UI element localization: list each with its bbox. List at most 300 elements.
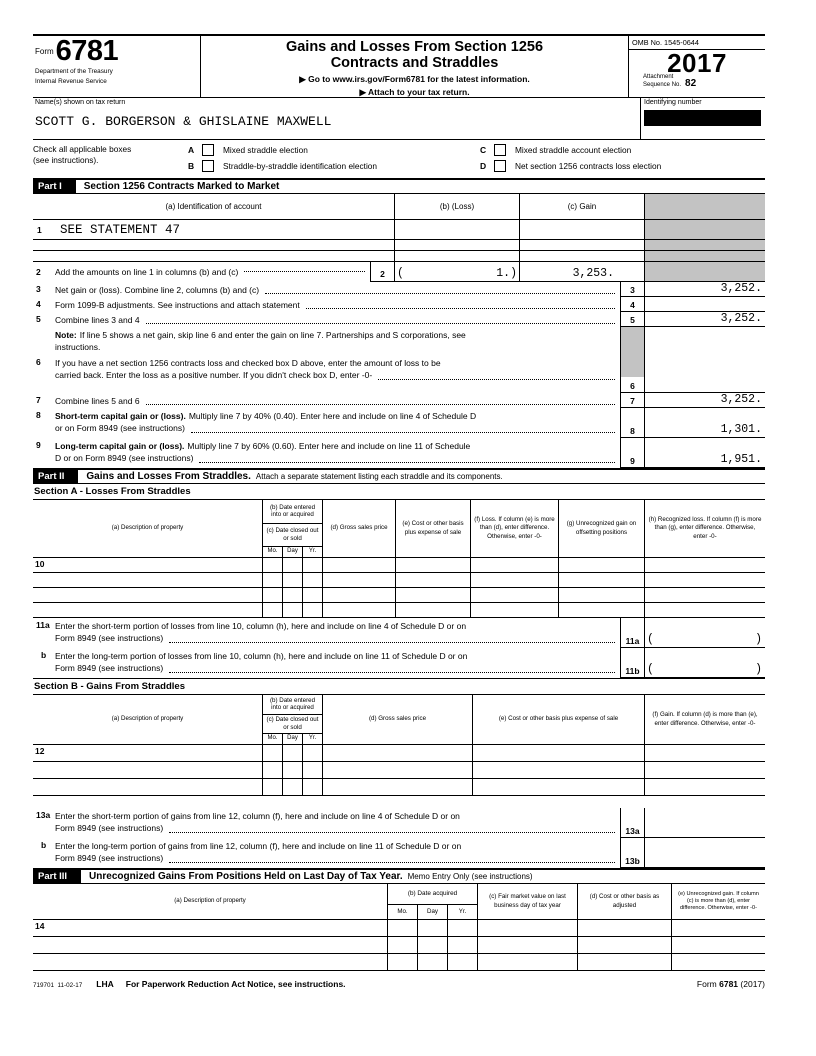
line-9-text-2: D or on Form 8949 (see instructions) bbox=[55, 453, 194, 464]
attach-instruction: ▶ Attach to your tax return. bbox=[359, 87, 470, 97]
line-number: 2 bbox=[36, 267, 41, 277]
dotted-leader bbox=[244, 271, 365, 272]
line-2-loss-amount[interactable] bbox=[395, 262, 520, 282]
paperwork-notice: For Paperwork Reduction Act Notice, see instructions. bbox=[125, 979, 346, 989]
paren-open: ( bbox=[647, 663, 654, 676]
line-number: b bbox=[41, 650, 47, 660]
print-code: 719701 11-02-17 bbox=[33, 982, 83, 989]
line-4-amount[interactable] bbox=[645, 297, 765, 312]
election-column-left bbox=[188, 144, 480, 175]
election-row-a bbox=[188, 144, 480, 156]
dotted-leader bbox=[169, 642, 615, 643]
col-a-header: (a) Description of property bbox=[33, 695, 263, 744]
identifying-number-label: Identifying number bbox=[644, 99, 702, 106]
table-row bbox=[33, 603, 765, 618]
line-6-box: 6 bbox=[620, 355, 645, 393]
col-e-header: (e) Unrecognized gain. If column (c) is more than (d), enter difference. Otherwise, enter -0- bbox=[678, 890, 759, 912]
entry-cell[interactable] bbox=[672, 920, 765, 936]
entry-cell[interactable] bbox=[323, 573, 396, 587]
line-number: 3 bbox=[36, 284, 41, 294]
entry-cell[interactable] bbox=[33, 251, 395, 261]
part1-line-5 bbox=[33, 312, 765, 327]
table-row bbox=[33, 573, 765, 588]
footer-form-id bbox=[697, 979, 765, 989]
dotted-leader bbox=[378, 379, 615, 380]
part1-line-7 bbox=[33, 393, 765, 408]
entry-cell[interactable] bbox=[323, 762, 473, 778]
date-entry-cell[interactable] bbox=[263, 779, 323, 795]
col-b-header: (b) Date entered into or acquired bbox=[263, 500, 322, 524]
line-13a-box: 13a bbox=[620, 808, 645, 838]
date-entry-cell[interactable] bbox=[263, 603, 323, 617]
line-number: 7 bbox=[36, 395, 41, 405]
line-11b-box: 11b bbox=[620, 648, 645, 678]
entry-cell[interactable] bbox=[645, 745, 765, 761]
note-line-1 bbox=[55, 329, 620, 341]
entry-cell[interactable] bbox=[672, 954, 765, 970]
entry-cell[interactable] bbox=[559, 603, 645, 617]
mo-day-yr-header bbox=[263, 547, 322, 557]
note-word: Note: bbox=[55, 330, 77, 340]
line-number: 9 bbox=[36, 440, 41, 450]
entry-cell[interactable] bbox=[396, 573, 471, 587]
paren-close: ) bbox=[755, 663, 762, 676]
mo-day-yr-header bbox=[388, 904, 477, 919]
paren-open: ( bbox=[397, 267, 404, 280]
election-row-c bbox=[480, 144, 661, 156]
entry-cell[interactable] bbox=[33, 588, 263, 602]
part1-line-3 bbox=[33, 282, 765, 297]
election-intro-line-2: (see instructions). bbox=[33, 155, 99, 166]
line-label: Form 1099-B adjustments. See instructions and attach statement bbox=[55, 300, 300, 310]
line-7-amount[interactable]: 3,252. bbox=[645, 393, 765, 408]
line-1-account-value[interactable]: SEE STATEMENT 47 bbox=[60, 222, 181, 237]
form-title bbox=[201, 40, 628, 71]
sequence-number: 82 bbox=[685, 78, 697, 89]
department-line-1: Department of the Treasury bbox=[35, 67, 113, 75]
day-label: Day bbox=[418, 905, 448, 919]
loss-value: 1.) bbox=[496, 267, 517, 280]
entry-cell[interactable] bbox=[473, 745, 645, 761]
line-9-bold: Long-term capital gain or (loss). bbox=[55, 441, 185, 451]
lha-label: LHA bbox=[96, 979, 114, 989]
day-label: Day bbox=[283, 734, 303, 744]
date-entry-cell[interactable] bbox=[388, 920, 478, 936]
entry-cell[interactable] bbox=[471, 588, 559, 602]
col-c-header: (c) Date closed out or sold bbox=[263, 715, 322, 735]
line-13a bbox=[33, 808, 765, 838]
department-line-2: Internal Revenue Service bbox=[35, 77, 107, 85]
date-entry-cell[interactable] bbox=[263, 558, 323, 572]
entry-cell[interactable] bbox=[471, 573, 559, 587]
election-letter-b: B bbox=[188, 161, 195, 171]
col-a-header: (a) Description of property bbox=[33, 884, 388, 919]
table-row bbox=[33, 220, 765, 240]
line-9-amount[interactable]: 1,951. bbox=[645, 438, 765, 468]
name-cell bbox=[33, 98, 640, 139]
col-b-header: (b) (Loss) bbox=[395, 194, 520, 219]
line-8-text-1 bbox=[55, 410, 620, 422]
table-row bbox=[33, 920, 765, 937]
footer-form-word: Form bbox=[696, 979, 717, 989]
line-2-label-cell bbox=[33, 262, 370, 282]
line-12-cell[interactable] bbox=[33, 745, 263, 761]
entry-cell[interactable] bbox=[645, 779, 765, 795]
line-8-bold: Short-term capital gain or (loss). bbox=[55, 411, 186, 421]
table-row bbox=[33, 779, 765, 796]
table-row bbox=[33, 937, 765, 954]
dotted-leader bbox=[146, 404, 615, 405]
entry-cell[interactable] bbox=[323, 588, 396, 602]
omb-number: OMB No. 1545-0644 bbox=[629, 36, 765, 50]
form-number: 6781 bbox=[55, 35, 119, 67]
part2-tag: Part II bbox=[33, 470, 78, 483]
line-number: 11a bbox=[36, 620, 50, 630]
entry-cell[interactable] bbox=[33, 779, 263, 795]
line-8-box: 8 bbox=[620, 408, 645, 438]
entry-cell[interactable] bbox=[478, 920, 578, 936]
entry-cell[interactable] bbox=[645, 762, 765, 778]
footer-form-year: (2017) bbox=[740, 979, 765, 989]
form-number-block bbox=[33, 36, 201, 97]
line-label: Add the amounts on line 1 in columns (b) and (c) bbox=[55, 267, 239, 277]
mo-label: Mo. bbox=[263, 547, 283, 557]
line-label: Combine lines 5 and 6 bbox=[55, 396, 140, 406]
table-row bbox=[33, 588, 765, 603]
part1-table-header bbox=[33, 194, 765, 220]
date-columns-header bbox=[263, 500, 323, 557]
date-entry-cell[interactable] bbox=[388, 937, 478, 953]
date-entry-cell[interactable] bbox=[263, 588, 323, 602]
entry-cell[interactable] bbox=[33, 954, 388, 970]
col-e-header: (e) Cost or other basis plus expense of sale bbox=[396, 500, 471, 557]
entry-cell[interactable] bbox=[672, 937, 765, 953]
line-11a-text-1: Enter the short-term portion of losses from line 10, column (h), here and include on line 4 of Schedule D or on bbox=[55, 621, 467, 631]
election-letter-a: A bbox=[188, 145, 195, 155]
line-number: 14 bbox=[35, 921, 45, 931]
col-c-header: (c) Fair market value on last business day of tax year bbox=[478, 884, 578, 919]
line-13b-text-2: Form 8949 (see instructions) bbox=[55, 853, 164, 864]
line-6-text-1: If you have a net section 1256 contracts loss and checked box D above, enter the amount of loss to be bbox=[55, 358, 441, 368]
entry-cell[interactable] bbox=[578, 954, 672, 970]
form-title-line-2: Contracts and Straddles bbox=[330, 54, 499, 71]
line-4-box: 4 bbox=[620, 297, 645, 312]
line-13b-box: 13b bbox=[620, 838, 645, 868]
col-d-header: (d) Gross sales price bbox=[323, 695, 473, 744]
shaded-area bbox=[645, 240, 765, 250]
checkbox-c[interactable] bbox=[494, 144, 506, 156]
entry-cell[interactable] bbox=[323, 603, 396, 617]
line-9-box: 9 bbox=[620, 438, 645, 468]
line-11a-box: 11a bbox=[620, 618, 645, 648]
col-g-header: (g) Unrecognized gain on offsetting positions bbox=[559, 500, 645, 557]
entry-cell[interactable] bbox=[33, 762, 263, 778]
section-b-heading: Section B - Gains From Straddles bbox=[33, 678, 765, 695]
identifying-number-redacted bbox=[644, 110, 761, 126]
line-5-amount[interactable]: 3,252. bbox=[645, 312, 765, 327]
table-row bbox=[33, 954, 765, 971]
part1-title: Section 1256 Contracts Marked to Market bbox=[83, 181, 280, 192]
entry-cell[interactable] bbox=[473, 762, 645, 778]
mo-day-yr-header bbox=[263, 734, 322, 744]
shaded-area bbox=[620, 327, 645, 355]
line-13b bbox=[33, 838, 765, 868]
line-number: 4 bbox=[36, 299, 41, 309]
part3-tag: Part III bbox=[33, 870, 81, 883]
line-3-amount[interactable]: 3,252. bbox=[645, 282, 765, 297]
col-a-header: (a) Description of property bbox=[33, 500, 263, 557]
date-entry-cell[interactable] bbox=[263, 745, 323, 761]
entry-cell[interactable] bbox=[33, 937, 388, 953]
entry-cell[interactable] bbox=[395, 240, 520, 250]
part3-title: Unrecognized Gains From Positions Held on Last Day of Tax Year. bbox=[89, 871, 403, 882]
entry-cell[interactable] bbox=[323, 558, 396, 572]
line-number: 12 bbox=[35, 746, 45, 756]
form-footer bbox=[33, 979, 765, 989]
dotted-leader bbox=[146, 323, 615, 324]
form-header bbox=[33, 34, 765, 98]
shaded-area bbox=[645, 220, 765, 239]
entry-cell[interactable] bbox=[559, 573, 645, 587]
line-14-cell[interactable] bbox=[33, 920, 388, 936]
line-13b-text-1: Enter the long-term portion of gains from line 12, column (f), here and include on line 11 of Schedule D or on bbox=[55, 841, 462, 851]
paren-close: ) bbox=[755, 633, 762, 646]
line-6-text-2: carried back. Enter the loss as a positive number. If you didn't check box D, enter -0- bbox=[55, 370, 373, 381]
blank-cell bbox=[645, 327, 765, 355]
dotted-leader bbox=[306, 308, 615, 309]
entry-cell[interactable] bbox=[396, 558, 471, 572]
entry-cell[interactable] bbox=[471, 603, 559, 617]
election-checkboxes bbox=[33, 140, 765, 178]
line-1-cell bbox=[33, 220, 395, 239]
col-b-header: (b) Date entered into or acquired bbox=[263, 695, 322, 715]
footer-form-number: 6781 bbox=[719, 979, 739, 989]
entry-cell[interactable] bbox=[478, 937, 578, 953]
name-label: Name(s) shown on tax return bbox=[35, 99, 126, 106]
yr-label: Yr. bbox=[308, 548, 317, 555]
entry-cell[interactable] bbox=[323, 745, 473, 761]
col-c-header: (c) Gain bbox=[520, 194, 645, 219]
shaded-area bbox=[645, 194, 765, 219]
line-11b-amount[interactable] bbox=[645, 648, 765, 678]
election-letter-c: C bbox=[480, 145, 487, 155]
entry-cell[interactable] bbox=[473, 779, 645, 795]
line-label: Combine lines 3 and 4 bbox=[55, 315, 140, 325]
entry-cell[interactable] bbox=[396, 588, 471, 602]
entry-cell[interactable] bbox=[396, 603, 471, 617]
table-row bbox=[33, 251, 765, 262]
entry-cell[interactable] bbox=[559, 558, 645, 572]
taxpayer-name-value[interactable]: SCOTT G. BORGERSON & GHISLAINE MAXWELL bbox=[35, 114, 332, 129]
election-letter-d: D bbox=[480, 161, 487, 171]
entry-cell[interactable] bbox=[559, 588, 645, 602]
part1-line-8 bbox=[33, 408, 765, 438]
entry-cell[interactable] bbox=[33, 240, 395, 250]
line-13a-text-1: Enter the short-term portion of gains from line 12, column (f), here and include on line 4 of Schedule D or on bbox=[55, 811, 460, 821]
line-2-gain-amount[interactable]: 3,253. bbox=[520, 262, 645, 282]
line-9-text-1 bbox=[55, 440, 620, 452]
omb-year-block bbox=[628, 36, 765, 97]
part3-bar bbox=[33, 868, 765, 884]
election-label-c: Mixed straddle account election bbox=[515, 145, 632, 155]
note-line-2: instructions. bbox=[55, 342, 101, 353]
entry-cell[interactable] bbox=[520, 251, 645, 261]
checkbox-a[interactable] bbox=[202, 144, 214, 156]
entry-cell[interactable] bbox=[323, 779, 473, 795]
line-11b bbox=[33, 648, 765, 678]
part2-bar bbox=[33, 468, 765, 484]
form-body bbox=[33, 34, 765, 989]
line-number: b bbox=[41, 840, 47, 850]
line-11b-text-2: Form 8949 (see instructions) bbox=[55, 663, 164, 674]
taxpayer-row bbox=[33, 98, 765, 140]
mo-label: Mo. bbox=[388, 905, 418, 919]
dotted-leader bbox=[265, 293, 615, 294]
section-a-heading: Section A - Losses From Straddles bbox=[33, 484, 765, 500]
attachment-word: Attachment bbox=[643, 74, 674, 80]
entry-cell[interactable] bbox=[520, 220, 645, 239]
election-row-d bbox=[480, 160, 661, 172]
col-f-header: (f) Gain. If column (d) is more than (e), enter difference. Otherwise, enter -0- bbox=[652, 711, 758, 727]
dotted-leader bbox=[169, 672, 615, 673]
dotted-leader bbox=[191, 432, 615, 433]
part1-line-4 bbox=[33, 297, 765, 312]
entry-cell[interactable] bbox=[478, 954, 578, 970]
paren-open: ( bbox=[647, 633, 654, 646]
date-entry-cell[interactable] bbox=[263, 762, 323, 778]
part1-line-6 bbox=[33, 355, 765, 393]
line-11a bbox=[33, 618, 765, 648]
dotted-leader bbox=[169, 862, 615, 863]
line-5-box: 5 bbox=[620, 312, 645, 327]
entry-cell[interactable] bbox=[645, 603, 765, 617]
line-7-box: 7 bbox=[620, 393, 645, 408]
mo-label: Mo. bbox=[263, 734, 283, 744]
day-label: Day bbox=[283, 547, 303, 557]
line-number bbox=[33, 327, 55, 355]
col-f-header: (f) Loss. If column (e) is more than (d), enter difference. Otherwise, enter -0- bbox=[471, 500, 559, 557]
part2-subtitle: Attach a separate statement listing each straddle and its components. bbox=[255, 472, 503, 481]
line-8-text-2: or on Form 8949 (see instructions) bbox=[55, 423, 185, 434]
tax-year: 2017 bbox=[667, 48, 727, 78]
entry-cell[interactable] bbox=[578, 937, 672, 953]
col-d-header: (d) Cost or other basis as adjusted bbox=[578, 884, 672, 919]
identifying-number-cell bbox=[640, 98, 765, 139]
col-a-header: (a) Identification of account bbox=[33, 194, 395, 219]
election-row-b bbox=[188, 160, 480, 172]
checkbox-b[interactable] bbox=[202, 160, 214, 172]
col-b-header: (b) Date acquired bbox=[407, 889, 458, 897]
shaded-area bbox=[645, 251, 765, 261]
yr-label: Yr. bbox=[308, 735, 317, 742]
table-row bbox=[33, 558, 765, 573]
form-word: Form bbox=[35, 47, 54, 56]
goto-instruction: ▶ Go to www.irs.gov/Form6781 for the latest information. bbox=[299, 73, 530, 84]
entry-cell[interactable] bbox=[395, 220, 520, 239]
line-10-cell[interactable] bbox=[33, 558, 263, 572]
entry-cell[interactable] bbox=[471, 558, 559, 572]
line-number: 10 bbox=[35, 559, 45, 569]
form-title-line-1: Gains and Losses From Section 1256 bbox=[285, 39, 544, 55]
table-row bbox=[33, 762, 765, 779]
entry-cell[interactable] bbox=[578, 920, 672, 936]
part1-line-2 bbox=[33, 262, 765, 282]
line-label: Net gain or (loss). Combine line 2, columns (b) and (c) bbox=[55, 285, 260, 295]
entry-cell[interactable] bbox=[395, 251, 520, 261]
col-c-header: (c) Date closed out or sold bbox=[263, 524, 322, 548]
line-number: 1 bbox=[37, 224, 42, 235]
dotted-leader bbox=[199, 462, 615, 463]
part1-tag: Part I bbox=[33, 180, 76, 193]
col-h-header: (h) Recognized loss. If column (f) is more than (g), enter difference. Otherwise, enter -0- bbox=[648, 516, 762, 540]
part1-note bbox=[33, 327, 765, 355]
sequence-word: Sequence No. bbox=[643, 81, 682, 88]
entry-cell[interactable] bbox=[33, 573, 263, 587]
entry-cell[interactable] bbox=[33, 603, 263, 617]
line-2-box: 2 bbox=[370, 262, 395, 282]
date-acquired-header bbox=[388, 884, 478, 919]
entry-cell[interactable] bbox=[645, 558, 765, 572]
part1-table bbox=[33, 194, 765, 282]
line-11a-text-2: Form 8949 (see instructions) bbox=[55, 633, 164, 644]
part3-table-header bbox=[33, 884, 765, 920]
part2-title: Gains and Losses From Straddles. bbox=[86, 471, 251, 482]
date-entry-cell[interactable] bbox=[388, 954, 478, 970]
part1-bar bbox=[33, 178, 765, 194]
entry-cell[interactable] bbox=[645, 573, 765, 587]
election-label-a: Mixed straddle election bbox=[223, 145, 308, 155]
line-11a-amount[interactable] bbox=[645, 618, 765, 648]
line-number: 5 bbox=[36, 314, 41, 324]
election-intro-line-1: Check all applicable boxes bbox=[33, 144, 132, 154]
line-11b-text-1: Enter the long-term portion of losses from line 10, column (h), here and include on line 11 of Schedule D or on bbox=[55, 651, 468, 661]
election-label-d: Net section 1256 contracts loss election bbox=[515, 161, 662, 171]
section-a-table-header bbox=[33, 500, 765, 558]
form-number-line bbox=[35, 35, 196, 67]
entry-cell[interactable] bbox=[520, 240, 645, 250]
date-entry-cell[interactable] bbox=[263, 573, 323, 587]
col-d-header: (d) Gross sales price bbox=[323, 500, 396, 557]
election-label-b: Straddle-by-straddle identification election bbox=[223, 161, 378, 171]
line-8-amount[interactable]: 1,301. bbox=[645, 408, 765, 438]
dotted-leader bbox=[169, 832, 615, 833]
line-13a-text-2: Form 8949 (see instructions) bbox=[55, 823, 164, 834]
yr-label: Yr. bbox=[458, 907, 467, 915]
line-9-rest: Multiply line 7 by 60% (0.60). Enter here and include on line 11 of Schedule bbox=[187, 441, 471, 451]
election-column-right bbox=[480, 144, 661, 175]
part3-subtitle: Memo Entry Only (see instructions) bbox=[407, 872, 533, 881]
note-text-1: If line 5 shows a net gain, skip line 6 and enter the gain on line 7. Partnerships and S corporations, see bbox=[79, 330, 466, 340]
shaded-area bbox=[645, 262, 765, 282]
date-columns-header bbox=[263, 695, 323, 744]
line-6-amount[interactable] bbox=[645, 355, 765, 393]
line-8-rest: Multiply line 7 by 40% (0.40). Enter here and include on line 4 of Schedule D bbox=[188, 411, 477, 421]
entry-cell[interactable] bbox=[645, 588, 765, 602]
line-13b-amount[interactable] bbox=[645, 838, 765, 868]
line-number: 6 bbox=[36, 357, 41, 367]
line-number: 13a bbox=[36, 810, 51, 820]
checkbox-d[interactable] bbox=[494, 160, 506, 172]
table-row bbox=[33, 240, 765, 251]
line-13a-amount[interactable] bbox=[645, 808, 765, 838]
line-number: 8 bbox=[36, 410, 41, 420]
election-intro bbox=[33, 144, 188, 175]
line-3-box: 3 bbox=[620, 282, 645, 297]
attachment-sequence bbox=[629, 74, 765, 91]
section-b-table-header bbox=[33, 695, 765, 745]
table-row bbox=[33, 745, 765, 762]
part1-line-9 bbox=[33, 438, 765, 468]
